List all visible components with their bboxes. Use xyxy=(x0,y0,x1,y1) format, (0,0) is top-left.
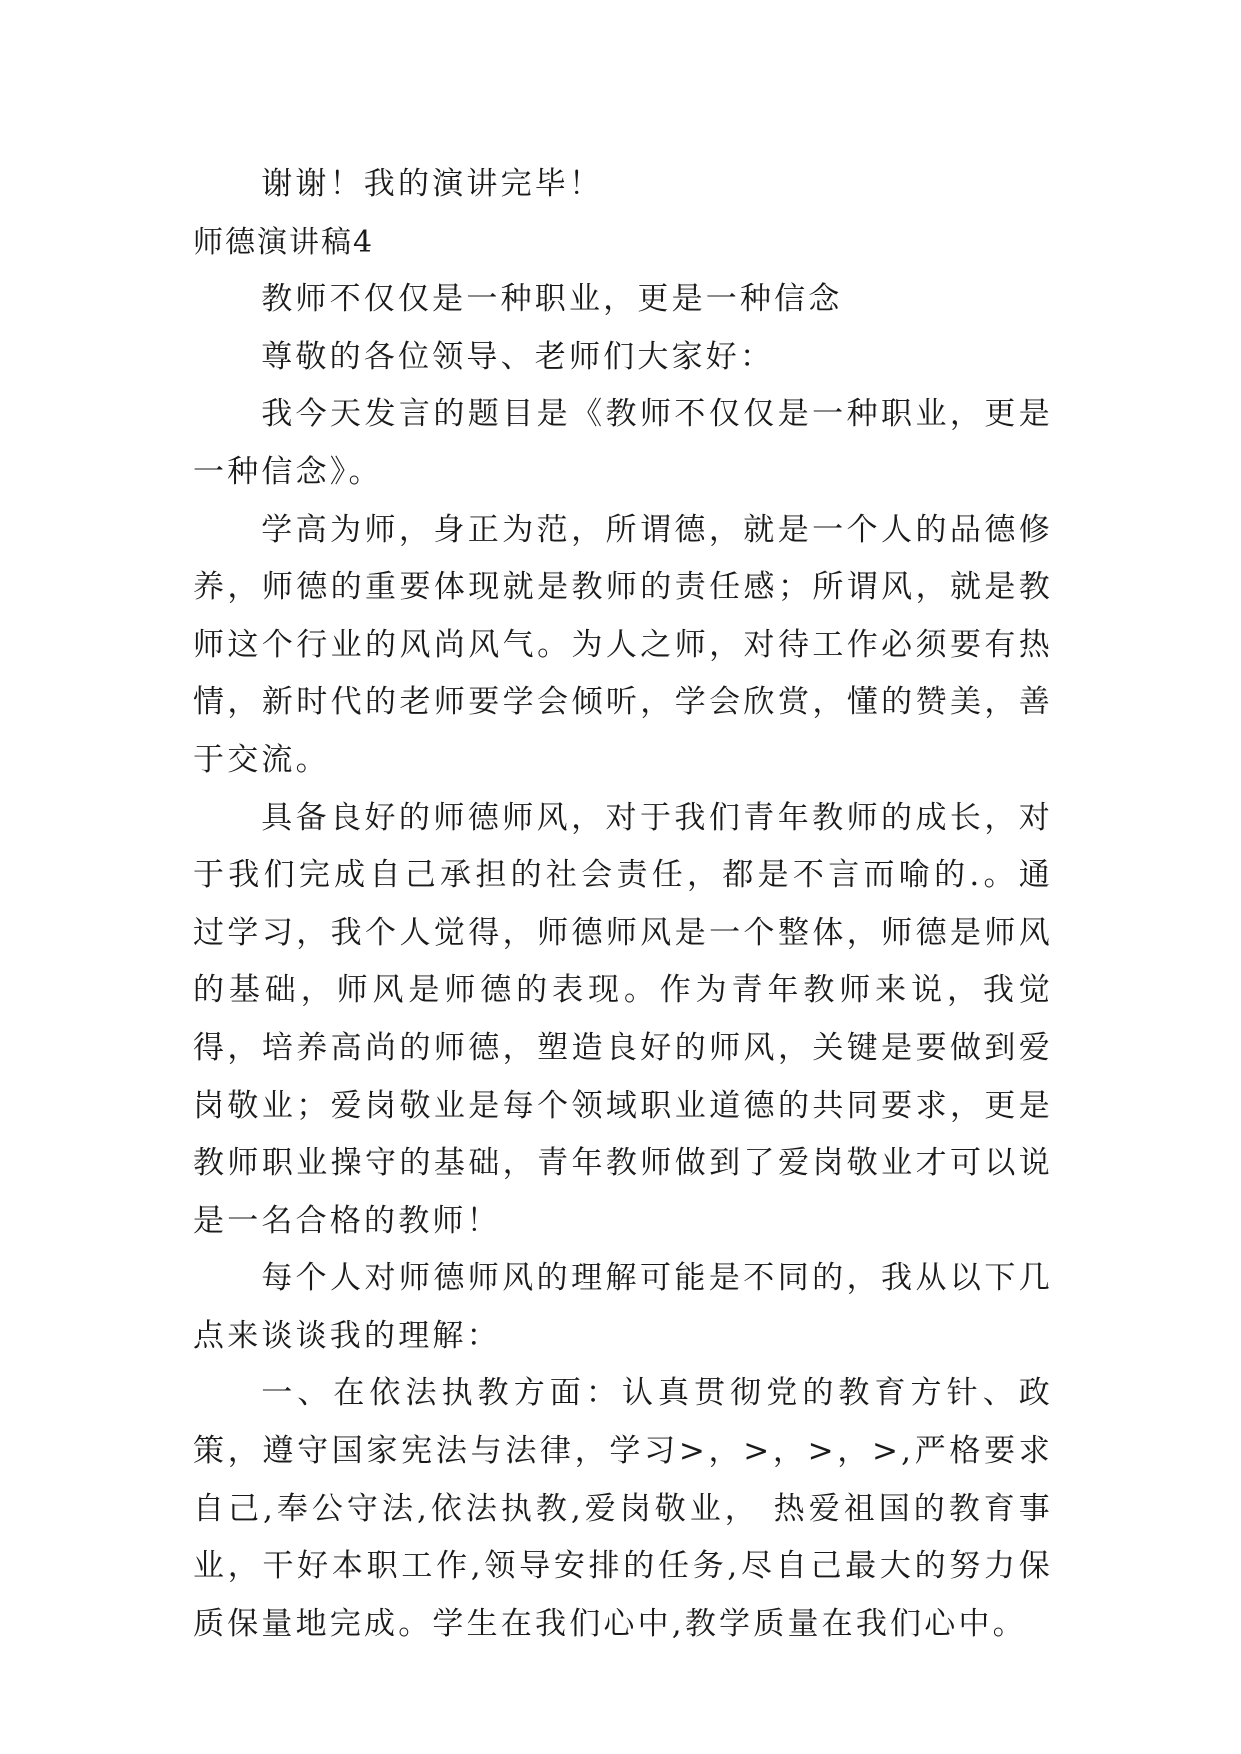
section-title: 师德演讲稿4 xyxy=(193,224,375,260)
document-body xyxy=(193,156,1053,1653)
greeting: 尊敬的各位领导、老师们大家好： xyxy=(261,338,775,375)
closing-line: 谢谢！我的演讲完毕！ xyxy=(261,166,604,202)
paragraph-intro-points: 每个人对师德师风的理解可能是不同的，我从以下几点来谈谈我的理解： xyxy=(193,1260,1053,1354)
paragraph-topic: 我今天发言的题目是《教师不仅仅是一种职业，更是一种信念》。 xyxy=(193,396,1053,490)
paragraph-importance: 具备良好的师德师风，对于我们青年教师的成长，对于我们完成自己承担的社会责任，都是不言而喻的.。通过学习，我个人觉得，师德师风是一个整体，师德是师风的基础，师风是师德的表现。作为青年教师来说，我觉得，培养高尚的师德，塑造良好的师风，关键是要做到爱岗敬业；爱岗敬业是每个领域职业道德的共同要求，更是教师职业操守的基础，青年教师做到了爱岗敬业才可以说是一名合格的教师！ xyxy=(193,799,1053,1239)
speech-subtitle: 教师不仅仅是一种职业，更是一种信念 xyxy=(261,281,843,318)
paragraph-definition: 学高为师，身正为范，所谓德，就是一个人的品德修养，师德的重要体现就是教师的责任感；所谓风，就是教师这个行业的风尚风气。为人之师，对待工作必须要有热情，新时代的老师要学会倾听，学会欣赏，懂的赞美，善于交流。 xyxy=(193,511,1053,778)
paragraph-point-one: 一、在依法执教方面：认真贯彻党的教育方针、政策，遵守国家宪法与法律，学习>，>，>，>,严格要求自己,奉公守法,依法执教,爱岗敬业， 热爱祖国的教育事业，干好本职工作,领导安排的任务,尽自己最大的努力保质保量地完成。学生在我们心中,教学质量在我们心中。 xyxy=(193,1375,1053,1642)
